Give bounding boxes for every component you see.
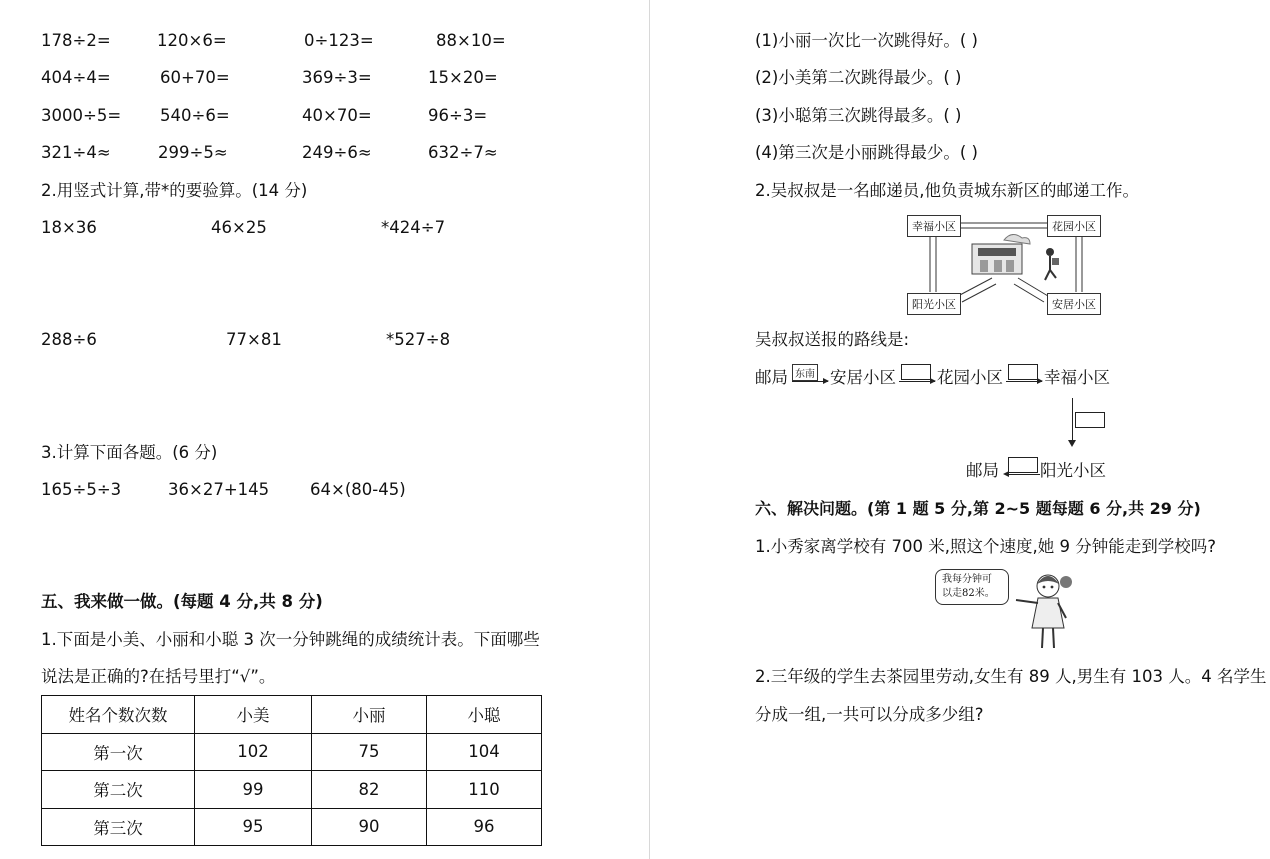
oral-item: 178÷2= bbox=[41, 31, 111, 50]
section5-title: 五、我来做一做。(每题 4 分,共 8 分) bbox=[41, 592, 323, 611]
table-cell: 第二次 bbox=[42, 771, 195, 809]
oral-item: 540÷6= bbox=[160, 106, 230, 125]
page-divider bbox=[649, 0, 650, 859]
route-start: 邮局 bbox=[755, 368, 788, 387]
q2-item: 46×25 bbox=[211, 218, 267, 237]
route-label: 吴叔叔送报的路线是: bbox=[755, 330, 910, 349]
table-cell: 75 bbox=[312, 733, 427, 771]
table-header-cell: 姓名个数次数 bbox=[42, 696, 195, 734]
section5-q2-title: 2.吴叔叔是一名邮递员,他负责城东新区的邮递工作。 bbox=[755, 181, 1139, 200]
q2-item: 18×36 bbox=[41, 218, 97, 237]
direction-blank-box[interactable] bbox=[1008, 457, 1038, 473]
oral-item: 404÷4= bbox=[41, 68, 111, 87]
route-stop: 花园小区 bbox=[937, 368, 1003, 387]
section6-q1: 1.小秀家离学校有 700 米,照这个速度,她 9 分钟能走到学校吗? bbox=[755, 537, 1216, 556]
route-arrow bbox=[1006, 381, 1042, 382]
speech-bubble bbox=[935, 569, 1009, 605]
postman-icon bbox=[1045, 248, 1059, 280]
route-direction-filled: 东南 bbox=[792, 364, 818, 381]
route-stop: 幸福小区 bbox=[1044, 368, 1110, 387]
route-arrow-left bbox=[1006, 474, 1040, 475]
table-cell: 104 bbox=[427, 733, 542, 771]
oral-item: 40×70= bbox=[302, 106, 372, 125]
table-cell: 82 bbox=[312, 771, 427, 809]
oral-item: 96÷3= bbox=[428, 106, 488, 125]
table-header-cell: 小丽 bbox=[312, 696, 427, 734]
oral-item: 88×10= bbox=[436, 31, 506, 50]
table-cell: 90 bbox=[312, 808, 427, 846]
q3-item: 165÷5÷3 bbox=[41, 480, 122, 499]
statement: (1)小丽一次比一次跳得好。( ) bbox=[755, 31, 978, 50]
map-label-huayuan: 花园小区 bbox=[1047, 215, 1101, 237]
q2-item: 77×81 bbox=[226, 330, 282, 349]
table-cell: 99 bbox=[195, 771, 312, 809]
q2-item: *424÷7 bbox=[381, 218, 446, 237]
q2-item: *527÷8 bbox=[386, 330, 451, 349]
oral-item: 120×6= bbox=[157, 31, 227, 50]
oral-item: 369÷3= bbox=[302, 68, 372, 87]
arrow-left-icon bbox=[1003, 471, 1009, 477]
speech-text: 我每分钟可 bbox=[942, 574, 992, 585]
route-arrow bbox=[792, 381, 828, 382]
oral-item: 3000÷5= bbox=[41, 106, 122, 125]
section5-q1-text: 1.下面是小美、小丽和小聪 3 次一分钟跳绳的成绩统计表。下面哪些 bbox=[41, 630, 540, 649]
direction-blank-box[interactable] bbox=[901, 364, 931, 380]
section6-q2: 分成一组,一共可以分成多少组? bbox=[755, 705, 984, 724]
arrow-down-icon bbox=[1068, 440, 1076, 447]
q3-title: 3.计算下面各题。(6 分) bbox=[41, 443, 218, 462]
table-header-row bbox=[42, 696, 542, 734]
statement: (2)小美第二次跳得最少。( ) bbox=[755, 68, 962, 87]
oral-item: 60+70= bbox=[160, 68, 230, 87]
q2-item: 288÷6 bbox=[41, 330, 97, 349]
speech-text: 以走82米。 bbox=[942, 588, 995, 599]
map-label-yangguang: 阳光小区 bbox=[907, 293, 961, 315]
statement: (3)小聪第三次跳得最多。( ) bbox=[755, 106, 962, 125]
table-header-cell: 小美 bbox=[195, 696, 312, 734]
route-end: 邮局 bbox=[966, 461, 999, 480]
section6-title: 六、解决问题。(第 1 题 5 分,第 2~5 题每题 6 分,共 29 分) bbox=[755, 499, 1201, 518]
oral-item: 321÷4≈ bbox=[41, 143, 111, 162]
table-cell: 第一次 bbox=[42, 733, 195, 771]
table-cell: 110 bbox=[427, 771, 542, 809]
direction-blank-box[interactable] bbox=[1008, 364, 1038, 380]
direction-blank-box[interactable] bbox=[1075, 412, 1105, 428]
table-row bbox=[42, 733, 542, 771]
post-office-icon bbox=[972, 234, 1030, 274]
table-cell: 102 bbox=[195, 733, 312, 771]
q3-item: 64×(80-45) bbox=[310, 480, 406, 499]
table-header-cell: 小聪 bbox=[427, 696, 542, 734]
section6-q2: 2.三年级的学生去茶园里劳动,女生有 89 人,男生有 103 人。4 名学生 bbox=[755, 667, 1267, 686]
statement: (4)第三次是小丽跳得最少。( ) bbox=[755, 143, 978, 162]
oral-item: 632÷7≈ bbox=[428, 143, 498, 162]
route-stop: 阳光小区 bbox=[1040, 461, 1106, 480]
section5-q1-text: 说法是正确的?在括号里打“√”。 bbox=[41, 667, 276, 686]
girl-icon bbox=[1008, 570, 1080, 656]
oral-item: 299÷5≈ bbox=[158, 143, 228, 162]
oral-item: 15×20= bbox=[428, 68, 498, 87]
table-cell: 第三次 bbox=[42, 808, 195, 846]
route-arrow-vertical bbox=[1072, 398, 1073, 442]
table-row bbox=[42, 771, 542, 809]
oral-item: 249÷6≈ bbox=[302, 143, 372, 162]
route-stop: 安居小区 bbox=[830, 368, 896, 387]
route-arrow bbox=[899, 381, 935, 382]
q2-title: 2.用竖式计算,带*的要验算。(14 分) bbox=[41, 181, 308, 200]
table-cell: 96 bbox=[427, 808, 542, 846]
map-label-xingfu: 幸福小区 bbox=[907, 215, 961, 237]
oral-item: 0÷123= bbox=[304, 31, 374, 50]
q3-item: 36×27+145 bbox=[168, 480, 270, 499]
map-label-anju: 安居小区 bbox=[1047, 293, 1101, 315]
table-cell: 95 bbox=[195, 808, 312, 846]
jump-rope-score-table bbox=[41, 695, 542, 846]
table-row bbox=[42, 808, 542, 846]
